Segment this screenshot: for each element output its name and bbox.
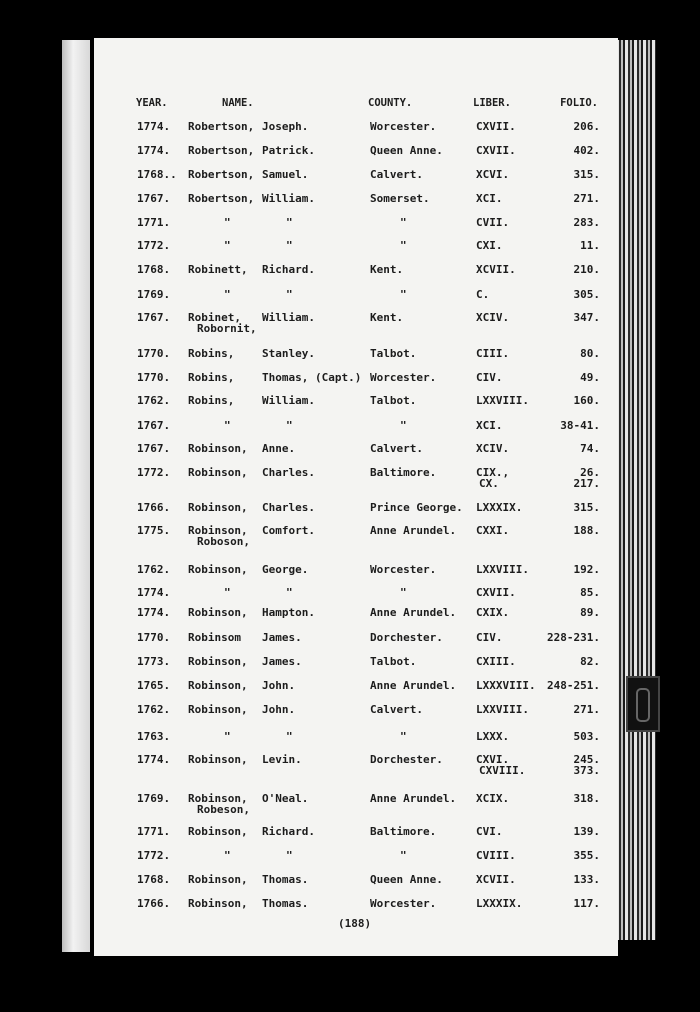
liber-cell: CIII. <box>476 347 510 360</box>
given-name-cell: Thomas. <box>262 897 309 910</box>
liber-cell: LXXXVIII. <box>476 679 536 692</box>
county-cell: " <box>400 216 407 229</box>
folio-cell: 210. <box>573 263 600 276</box>
surname-cell: " <box>224 419 231 432</box>
county-cell: Dorchester. <box>370 753 443 766</box>
surname-cell: Robinson, <box>188 679 248 692</box>
folio-cell: 133. <box>573 873 600 886</box>
given-name-cell: Thomas, (Capt.) <box>262 371 362 384</box>
county-cell: " <box>400 239 407 252</box>
year-cell: 1774. <box>137 120 171 133</box>
surname-cell: Robertson, <box>188 120 255 133</box>
given-name-cell: Charles. <box>262 466 315 479</box>
year-cell: 1762. <box>137 394 171 407</box>
folio-cell: 315. <box>573 501 600 514</box>
liber-cell: XCVII. <box>476 873 516 886</box>
surname-cell: Robinson, <box>188 501 248 514</box>
given-name-cell: James. <box>262 631 302 644</box>
given-name-cell: O'Neal. <box>262 792 309 805</box>
surname-cell: Robinson, <box>188 655 248 668</box>
surname-cell: Robinson, <box>188 563 248 576</box>
surname-cell: Robinson, <box>188 442 248 455</box>
surname-cell: " <box>224 288 231 301</box>
county-cell: Kent. <box>370 311 404 324</box>
header-name: NAME. <box>222 97 254 109</box>
surname-cell: Robinson, <box>188 792 248 805</box>
folio-cell: 245. <box>573 753 600 766</box>
folio-cell: 347. <box>573 311 600 324</box>
year-cell: 1773. <box>137 655 171 668</box>
liber-cell: CXVI. <box>476 753 510 766</box>
year-cell: 1769. <box>137 288 171 301</box>
surname-cell: Robertson, <box>188 144 255 157</box>
folio-cell: 85. <box>580 586 600 599</box>
folio-cell: 38-41. <box>560 419 600 432</box>
surname-cell: Robinson, <box>188 897 248 910</box>
year-cell: 1770. <box>137 371 171 384</box>
county-cell: Talbot. <box>370 347 417 360</box>
given-name-cell: Comfort. <box>262 524 315 537</box>
surname-cell: Robins, <box>188 371 235 384</box>
folio-cell: 89. <box>580 606 600 619</box>
liber-cell: LXXVIII. <box>476 394 529 407</box>
county-cell: Calvert. <box>370 168 423 181</box>
county-cell: Worcester. <box>370 563 437 576</box>
year-cell: 1767. <box>137 311 171 324</box>
surname-cell: " <box>224 216 231 229</box>
given-name-cell: Hampton. <box>262 606 315 619</box>
folio-cell: 503. <box>573 730 600 743</box>
given-name-cell: Samuel. <box>262 168 309 181</box>
liber-cell: CIX., <box>476 466 510 479</box>
county-cell: Queen Anne. <box>370 144 443 157</box>
header-year: YEAR. <box>136 97 168 109</box>
liber-cell: LXXXIX. <box>476 897 523 910</box>
liber-cell: LXXXIX. <box>476 501 523 514</box>
header-county: COUNTY. <box>368 97 413 109</box>
folio-cell: 74. <box>580 442 600 455</box>
year-cell: 1774. <box>137 753 171 766</box>
surname-cell: " <box>224 239 231 252</box>
county-cell: " <box>400 419 407 432</box>
folio-cell: 206. <box>573 120 600 133</box>
folio-cell: 80. <box>580 347 600 360</box>
folio-cell: 26. <box>580 466 600 479</box>
county-cell: Calvert. <box>370 703 423 716</box>
given-name-cell: Richard. <box>262 825 315 838</box>
given-name-cell: Anne. <box>262 442 296 455</box>
year-cell: 1768. <box>137 873 171 886</box>
surname-cell: Robinet, <box>188 311 241 324</box>
county-cell: " <box>400 730 407 743</box>
county-cell: Dorchester. <box>370 631 443 644</box>
liber-cell: CXI. <box>476 239 503 252</box>
liber-cell: CXXI. <box>476 524 510 537</box>
year-cell: 1774. <box>137 144 171 157</box>
given-name-cell: " <box>286 730 293 743</box>
year-cell: 1765. <box>137 679 171 692</box>
year-cell: 1770. <box>137 347 171 360</box>
county-cell: Calvert. <box>370 442 423 455</box>
year-cell: 1766. <box>137 501 171 514</box>
alias-cell: Roboson, <box>197 535 250 548</box>
year-cell: 1768. <box>137 263 171 276</box>
folio-cell: 139. <box>573 825 600 838</box>
liber-cell: CXVII. <box>476 144 516 157</box>
year-cell: 1771. <box>137 825 171 838</box>
county-cell: Somerset. <box>370 192 430 205</box>
year-cell: 1769. <box>137 792 171 805</box>
given-name-cell: William. <box>262 192 315 205</box>
year-cell: 1762. <box>137 703 171 716</box>
given-name-cell: George. <box>262 563 309 576</box>
liber-cell: CVIII. <box>476 849 516 862</box>
surname-cell: Robertson, <box>188 192 255 205</box>
header-liber: LIBER. <box>473 97 511 109</box>
given-name-cell: " <box>286 849 293 862</box>
given-name-cell: " <box>286 586 293 599</box>
given-name-cell: Joseph. <box>262 120 309 133</box>
folio-cell: 49. <box>580 371 600 384</box>
given-name-cell: " <box>286 216 293 229</box>
surname-cell: " <box>224 586 231 599</box>
given-name-cell: William. <box>262 311 315 324</box>
year-cell: 1770. <box>137 631 171 644</box>
liber-cell: CXVII. <box>476 586 516 599</box>
folio-cell: 11. <box>580 239 600 252</box>
county-cell: Anne Arundel. <box>370 679 457 692</box>
folio-cell: 192. <box>573 563 600 576</box>
alias-cell: Robornit, <box>197 322 257 335</box>
surname-cell: Robinett, <box>188 263 248 276</box>
given-name-cell: Charles. <box>262 501 315 514</box>
given-name-cell: James. <box>262 655 302 668</box>
liber-cell: XCIV. <box>476 311 510 324</box>
liber-cell: LXXX. <box>476 730 510 743</box>
liber-cell: XCI. <box>476 419 503 432</box>
folio-cell: 305. <box>573 288 600 301</box>
county-cell: Queen Anne. <box>370 873 443 886</box>
year-cell: 1767. <box>137 192 171 205</box>
county-cell: Baltimore. <box>370 466 437 479</box>
surname-cell: Robins, <box>188 347 235 360</box>
folio-cell: 318. <box>573 792 600 805</box>
surname-cell: Robinson, <box>188 524 248 537</box>
folio-cell: 402. <box>573 144 600 157</box>
folio-cell: 228-231. <box>547 631 600 644</box>
liber-cell: XCVII. <box>476 263 516 276</box>
surname-cell: " <box>224 849 231 862</box>
liber-cell: CVII. <box>476 216 510 229</box>
liber-cell: CXVII. <box>476 120 516 133</box>
year-cell: 1768.. <box>137 168 177 181</box>
county-cell: Baltimore. <box>370 825 437 838</box>
folio-cell: 355. <box>573 849 600 862</box>
liber-cell: XCVI. <box>476 168 510 181</box>
year-cell: 1772. <box>137 466 171 479</box>
header-folio: FOLIO. <box>560 97 598 109</box>
county-cell: Worcester. <box>370 897 437 910</box>
index-tab-mark <box>626 676 660 732</box>
county-cell: Anne Arundel. <box>370 606 457 619</box>
year-cell: 1775. <box>137 524 171 537</box>
surname-cell: Robinson, <box>188 753 248 766</box>
given-name-cell: John. <box>262 679 296 692</box>
folio-cell: 160. <box>573 394 600 407</box>
liber-cell: CXIX. <box>476 606 510 619</box>
folio-cell: 188. <box>573 524 600 537</box>
liber-cell: XCIV. <box>476 442 510 455</box>
given-name-cell: Levin. <box>262 753 302 766</box>
given-name-cell: " <box>286 419 293 432</box>
year-cell: 1766. <box>137 897 171 910</box>
surname-cell: Robins, <box>188 394 235 407</box>
county-cell: " <box>400 849 407 862</box>
given-name-cell: Thomas. <box>262 873 309 886</box>
surname-cell: " <box>224 730 231 743</box>
year-cell: 1767. <box>137 442 171 455</box>
folio-cell: 271. <box>573 192 600 205</box>
folio-cell: 271. <box>573 703 600 716</box>
liber-cell: XCIX. <box>476 792 510 805</box>
left-page-edge <box>62 40 90 952</box>
year-cell: 1762. <box>137 563 171 576</box>
liber-cell: LXXVIII. <box>476 703 529 716</box>
given-name-cell: John. <box>262 703 296 716</box>
given-name-cell: Richard. <box>262 263 315 276</box>
county-cell: " <box>400 288 407 301</box>
county-cell: " <box>400 586 407 599</box>
liber-cell-second: CXVIII. <box>479 764 526 777</box>
alias-cell: Robeson, <box>197 803 250 816</box>
given-name-cell: " <box>286 239 293 252</box>
given-name-cell: Patrick. <box>262 144 315 157</box>
liber-cell: LXXVIII. <box>476 563 529 576</box>
book-page-edges <box>616 40 656 940</box>
liber-cell: CIV. <box>476 371 503 384</box>
year-cell: 1763. <box>137 730 171 743</box>
folio-cell-second: 217. <box>573 477 600 490</box>
liber-cell: CXIII. <box>476 655 516 668</box>
surname-cell: Robinson, <box>188 873 248 886</box>
surname-cell: Robinson, <box>188 466 248 479</box>
year-cell: 1774. <box>137 586 171 599</box>
year-cell: 1774. <box>137 606 171 619</box>
folio-cell-second: 373. <box>573 764 600 777</box>
folio-cell: 283. <box>573 216 600 229</box>
county-cell: Anne Arundel. <box>370 524 457 537</box>
liber-cell: C. <box>476 288 490 301</box>
county-cell: Kent. <box>370 263 404 276</box>
year-cell: 1767. <box>137 419 171 432</box>
given-name-cell: Stanley. <box>262 347 315 360</box>
given-name-cell: William. <box>262 394 315 407</box>
county-cell: Talbot. <box>370 655 417 668</box>
surname-cell: Robinsom <box>188 631 241 644</box>
folio-cell: 248-251. <box>547 679 600 692</box>
year-cell: 1772. <box>137 849 171 862</box>
liber-cell: CIV. <box>476 631 503 644</box>
year-cell: 1772. <box>137 239 171 252</box>
folio-cell: 82. <box>580 655 600 668</box>
county-cell: Worcester. <box>370 120 437 133</box>
page-number: (188) <box>338 917 372 930</box>
liber-cell: CVI. <box>476 825 503 838</box>
county-cell: Prince George. <box>370 501 463 514</box>
county-cell: Talbot. <box>370 394 417 407</box>
liber-cell-second: CX. <box>479 477 499 490</box>
county-cell: Worcester. <box>370 371 437 384</box>
surname-cell: Robertson, <box>188 168 255 181</box>
year-cell: 1771. <box>137 216 171 229</box>
county-cell: Anne Arundel. <box>370 792 457 805</box>
folio-cell: 117. <box>573 897 600 910</box>
liber-cell: XCI. <box>476 192 503 205</box>
folio-cell: 315. <box>573 168 600 181</box>
given-name-cell: " <box>286 288 293 301</box>
surname-cell: Robinson, <box>188 606 248 619</box>
surname-cell: Robinson, <box>188 703 248 716</box>
surname-cell: Robinson, <box>188 825 248 838</box>
